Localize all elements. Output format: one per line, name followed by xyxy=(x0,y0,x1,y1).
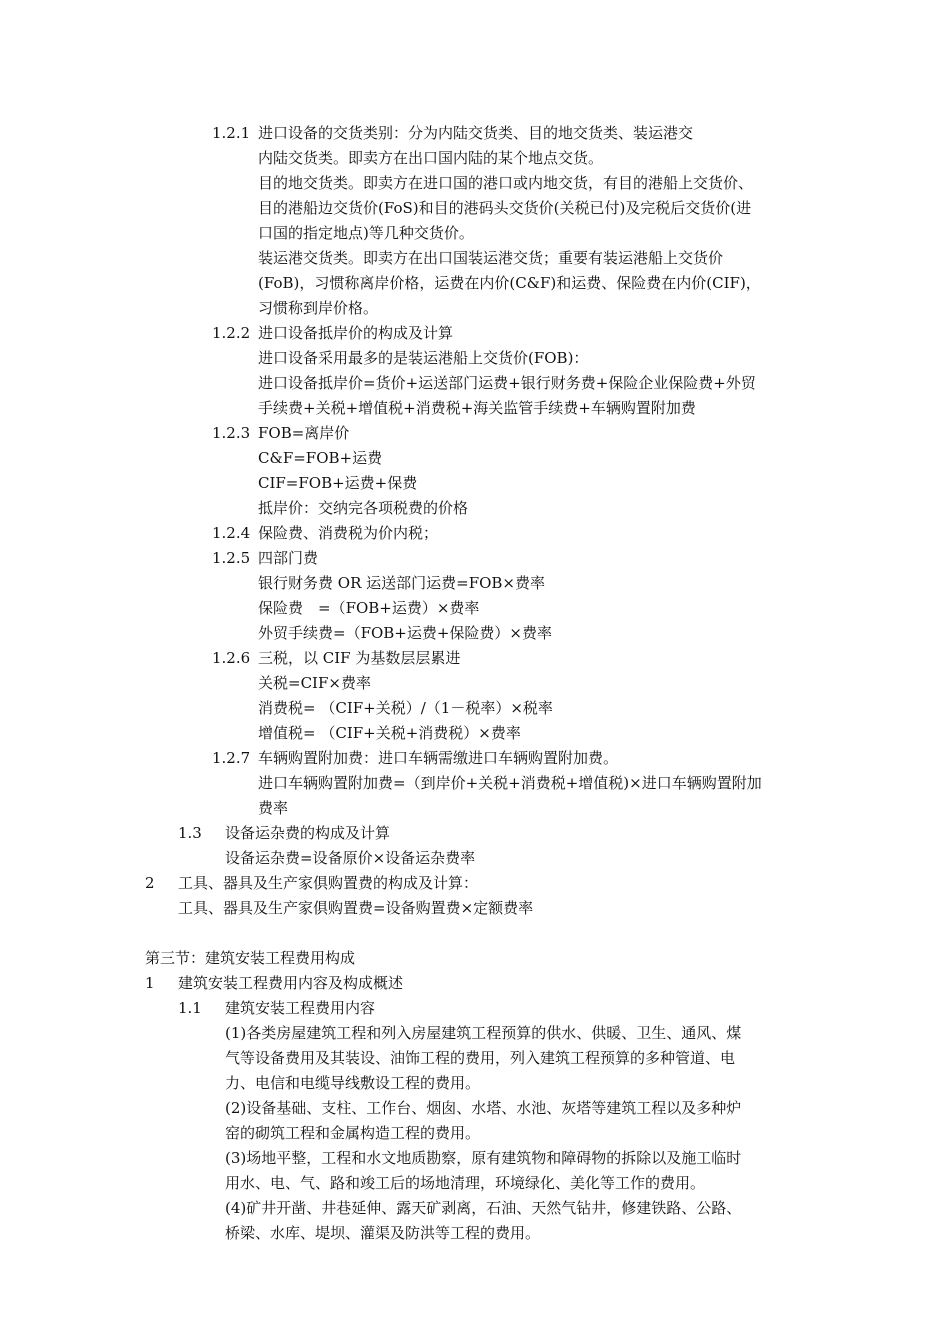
text-line: 内陆交货类。即卖方在出口国内陆的某个地点交货。 xyxy=(258,149,604,167)
text-line: 装运港交货类。即卖方在出口国装运港交货；重要有装运港船上交货价 xyxy=(258,249,724,267)
text-line: 进口设备抵岸价=货价+运送部门运费+银行财务费+保险企业保险费+外贸 xyxy=(258,374,756,392)
text-line: 费率 xyxy=(258,799,289,817)
text-line: 银行财务费 OR 运送部门运费=FOB×费率 xyxy=(258,574,545,592)
text-line: 工具、器具及生产家俱购置费=设备购置费×定额费率 xyxy=(178,899,534,917)
section-title: 工具、器具及生产家俱购置费的构成及计算： xyxy=(178,874,479,892)
section-title: 保险费、消费税为价内税； xyxy=(258,524,439,542)
text-line: 习惯称到岸价格。 xyxy=(258,299,379,317)
section-number: 1.2.6 xyxy=(212,649,251,667)
text-line: 增值税= （CIF+关税+消费税）×费率 xyxy=(258,724,521,742)
text-line: 手续费+关税+增值税+消费税+海关监管手续费+车辆购置附加费 xyxy=(258,399,696,417)
section-number: 1.2.4 xyxy=(212,524,251,542)
section-number: 1.3 xyxy=(178,824,202,842)
text-line: (4)矿井开凿、井巷延伸、露天矿剥离，石油、天然气钻井，修建铁路、公路、 xyxy=(225,1199,742,1217)
text-line: C&F=FOB+运费 xyxy=(258,449,383,467)
section-title: 车辆购置附加费：进口车辆需缴进口车辆购置附加费。 xyxy=(258,749,619,767)
text-line: (1)各类房屋建筑工程和列入房屋建筑工程预算的供水、供暖、卫生、通风、煤 xyxy=(225,1024,742,1042)
section-number: 1.2.7 xyxy=(212,749,251,767)
text-line: 消费税= （CIF+关税）/（1－税率）×税率 xyxy=(258,699,553,717)
section-number: 1.2.1 xyxy=(212,124,251,142)
text-line: CIF=FOB+运费+保费 xyxy=(258,474,418,492)
section-number: 1.2.5 xyxy=(212,549,251,567)
text-line: (3)场地平整，工程和水文地质勘察，原有建筑物和障碍物的拆除以及施工临时 xyxy=(225,1149,742,1167)
section-number: 2 xyxy=(145,874,155,892)
text-line: (FoB)，习惯称离岸价格，运费在内价(C&F)和运费、保险费在内价(CIF)， xyxy=(258,274,761,292)
text-line: 用水、电、气、路和竣工后的场地清理，环境绿化、美化等工作的费用。 xyxy=(225,1174,706,1192)
text-line: 抵岸价：交纳完各项税费的价格 xyxy=(258,499,469,517)
chapter-heading: 第三节：建筑安装工程费用构成 xyxy=(145,949,356,967)
text-line: 进口车辆购置附加费=（到岸价+关税+消费税+增值税)×进口车辆购置附加 xyxy=(258,774,762,792)
text-line: 窑的砌筑工程和金属构造工程的费用。 xyxy=(225,1124,481,1142)
text-line: 关税=CIF×费率 xyxy=(258,674,371,692)
text-line: 力、电信和电缆导线敷设工程的费用。 xyxy=(225,1074,481,1092)
section-title: 建筑安装工程费用内容及构成概述 xyxy=(178,974,404,992)
section-number: 1 xyxy=(145,974,155,992)
text-line: 保险费 =（FOB+运费）×费率 xyxy=(258,599,480,617)
section-title: 四部门费 xyxy=(258,549,319,567)
text-line: 目的地交货类。即卖方在进口国的港口或内地交货，有目的港船上交货价、 xyxy=(258,174,754,192)
text-line: (2)设备基础、支柱、工作台、烟囱、水塔、水池、灰塔等建筑工程以及多种炉 xyxy=(225,1099,742,1117)
text-line: 目的港船边交货价(FoS)和目的港码头交货价(关税已付)及完税后交货价(进 xyxy=(258,199,752,217)
text-line: 进口设备采用最多的是装运港船上交货价(FOB)： xyxy=(258,349,589,367)
text-line: 设备运杂费=设备原价×设备运杂费率 xyxy=(225,849,476,867)
section-title: 进口设备的交货类别：分为内陆交货类、目的地交货类、装运港交 xyxy=(258,124,694,142)
text-line: 气等设备费用及其装设、油饰工程的费用，列入建筑工程预算的多种管道、电 xyxy=(225,1049,736,1067)
section-title: 设备运杂费的构成及计算 xyxy=(225,824,391,842)
section-number: 1.2.3 xyxy=(212,424,251,442)
text-line: 桥梁、水库、堤坝、灌渠及防洪等工程的费用。 xyxy=(225,1224,541,1242)
section-title: 进口设备抵岸价的构成及计算 xyxy=(258,324,454,342)
text-line: 口国的指定地点)等几种交货价。 xyxy=(258,224,474,242)
section-number: 1.1 xyxy=(178,999,202,1017)
section-number: 1.2.2 xyxy=(212,324,251,342)
text-line: 外贸手续费=（FOB+运费+保险费）×费率 xyxy=(258,624,553,642)
section-title: FOB=离岸价 xyxy=(258,424,350,442)
section-title: 建筑安装工程费用内容 xyxy=(225,999,376,1017)
section-title: 三税，以 CIF 为基数层层累进 xyxy=(258,649,461,667)
